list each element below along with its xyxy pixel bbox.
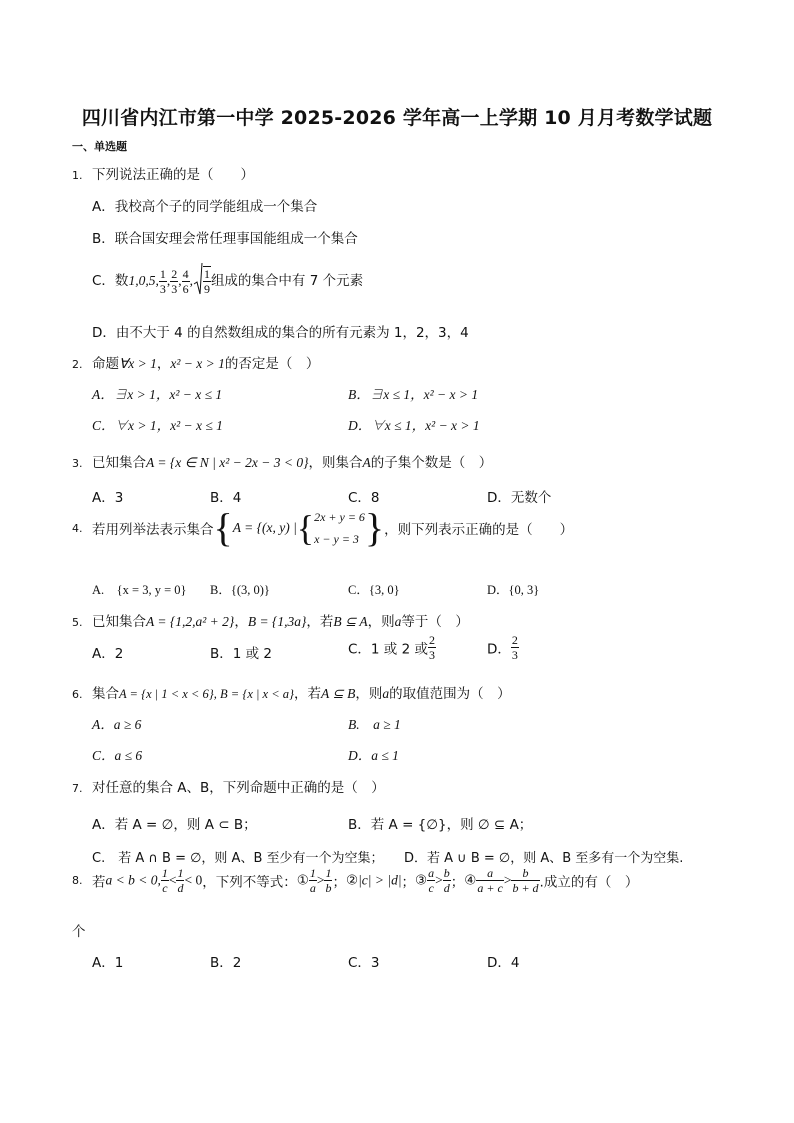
question-4-stem: 4. 若用列举法表示集合{A = {(x, y) |{ 2x + y = 6 x − y = 3 }，则下列表示正确的是（ ）: [72, 505, 574, 550]
q6-option-b[interactable]: B. a ≥ 1: [348, 717, 401, 732]
fraction: $\frac{1}{b}$: [325, 866, 332, 895]
question-7-stem: 7. 对任意的集合 A、B，下列命题中正确的是（ ）: [72, 780, 385, 796]
fraction: $\frac{a}{c}$: [428, 866, 435, 895]
item-1-marker: ①: [296, 872, 309, 889]
q6-option-c[interactable]: C．a ≤ 6: [92, 748, 143, 763]
question-8-stem: 8. 若a < b < 0, $\frac{1}{c}$ < $\frac{1}{d}$ < 0，下列不等式：① $\frac{1}{a}$ > $\frac{1}{b}$ ；②|c| > |d|；③ $\frac{a}{c}$ > $\frac{b}{d}$ ；④ $\frac{a}{a + c}$ > $\frac{b}{b + d}$ .成立的有（ ）: [72, 866, 639, 895]
equation-system: 2x + y = 6 x − y = 3: [314, 510, 365, 546]
question-number: 1.: [72, 169, 83, 182]
fraction: $\frac{1}{a}$: [309, 866, 316, 895]
question-1-stem: 1. 下列说法正确的是（ ）: [72, 167, 254, 183]
system-brace: {: [296, 508, 315, 548]
fraction: $\frac{2}{3}$: [171, 266, 178, 296]
question-number: 6.: [72, 688, 83, 701]
q5-option-b[interactable]: B．1 或 2: [210, 646, 273, 662]
question-5-stem: 5. 已知集合A = {1,2,a² + 2}，B = {1,3a}，若B ⊆ A，则a等于（ ）: [72, 614, 469, 630]
q1-option-a[interactable]: A．我校高个子的同学能组成一个集合: [92, 199, 318, 215]
section-heading: 一、单选题: [72, 140, 127, 153]
fraction: $\frac{1}{3}$: [159, 266, 166, 296]
question-number: 5.: [72, 616, 83, 629]
q7-option-c[interactable]: C. 若 A ∩ B = ∅，则 A、B 至少有一个为空集；: [92, 851, 384, 866]
q7-option-d[interactable]: D．若 A ∪ B = ∅，则 A、B 至多有一个为空集.: [404, 851, 684, 866]
question-number: 2.: [72, 358, 83, 371]
question-number: 7.: [72, 782, 83, 795]
sqrt-symbol: [193, 262, 203, 300]
q5-option-c[interactable]: C．1 或 2 或 $\frac{2}{3}$: [348, 633, 435, 662]
fraction: $\frac{b}{b + d}$: [512, 866, 539, 895]
fraction: $\frac{4}{6}$: [182, 266, 189, 296]
q2-option-a[interactable]: A．∃x > 1，x² − x ≤ 1: [92, 387, 223, 402]
fraction: $\frac{b}{d}$: [443, 866, 450, 895]
q3-option-d[interactable]: D．无数个: [487, 490, 552, 506]
q7-option-a[interactable]: A．若 A = ∅，则 A ⊂ B；: [92, 817, 257, 833]
q6-option-d[interactable]: D．a ≤ 1: [348, 748, 399, 763]
fraction: $\frac{a}{a + c}$: [477, 866, 503, 895]
q3-option-b[interactable]: B．4: [210, 490, 242, 506]
question-2-stem: 2. 命题∀x > 1，x² − x > 1的否定是（ ）: [72, 356, 320, 372]
q2-option-d[interactable]: D．∀x ≤ 1，x² − x > 1: [348, 418, 480, 433]
fraction: $\frac{1}{d}$: [177, 866, 184, 895]
q8-option-c[interactable]: C．3: [348, 955, 380, 971]
q2-option-c[interactable]: C．∀x > 1，x² − x ≤ 1: [92, 418, 223, 433]
item-4-marker: ④: [464, 872, 477, 889]
fraction: $\frac{2}{3}$: [428, 633, 435, 662]
q3-option-a[interactable]: A．3: [92, 490, 124, 506]
question-number: 3.: [72, 457, 83, 470]
right-brace: }: [364, 505, 385, 550]
exam-title: 四川省内江市第一中学 2025-2026 学年高一上学期 10 月月考数学试题: [81, 107, 713, 129]
fraction: $\frac{1}{9}$: [203, 267, 210, 296]
q4-option-b[interactable]: B．{(3, 0)}: [210, 583, 270, 597]
left-brace: {: [213, 505, 233, 550]
q5-option-a[interactable]: A．2: [92, 646, 124, 662]
item-2-marker: ②: [345, 872, 359, 889]
question-number: 8.: [72, 874, 83, 887]
q2-option-b[interactable]: B．∃x ≤ 1，x² − x > 1: [348, 387, 479, 402]
q8-option-b[interactable]: B．2: [210, 955, 242, 971]
question-3-stem: 3. 已知集合A = {x ∈ N | x² − 2x − 3 < 0}，则集合A的子集个数是（ ）: [72, 455, 493, 471]
q3-option-c[interactable]: C．8: [348, 490, 380, 506]
q6-option-a[interactable]: A．a ≥ 6: [92, 717, 142, 732]
item-3-marker: ③: [415, 872, 428, 889]
question-number: 4.: [72, 522, 83, 535]
question-6-stem: 6. 集合A = {x | 1 < x < 6}, B = {x | x < a}，若A ⊆ B，则a的取值范围为（ ）: [72, 686, 511, 702]
q1-option-c[interactable]: C．数1,0,5, $\frac{1}{3}$ , $\frac{2}{3}$ , $\frac{4}{6}$ , $\frac{1}{9}$ 组成的集合中有 7 个元素: [92, 262, 363, 300]
q1-option-d[interactable]: D．由不大于 4 的自然数组成的集合的所有元素为 1，2，3，4: [92, 325, 469, 341]
q7-option-b[interactable]: B．若 A = {∅}，则 ∅ ⊆ A；: [348, 817, 533, 833]
q1-option-b[interactable]: B．联合国安理会常任理事国能组成一个集合: [92, 231, 358, 247]
q5-option-d[interactable]: D． $\frac{2}{3}$: [487, 633, 518, 662]
fraction: $\frac{1}{c}$: [161, 866, 168, 895]
q4-option-a[interactable]: A. {x = 3, y = 0}: [92, 583, 187, 597]
q8-option-a[interactable]: A．1: [92, 955, 124, 971]
q8-stem-tail: 个: [72, 924, 86, 940]
q8-option-d[interactable]: D．4: [487, 955, 520, 971]
q4-option-d[interactable]: D．{0, 3}: [487, 583, 540, 597]
q4-option-c[interactable]: C．{3, 0}: [348, 583, 400, 597]
fraction: $\frac{2}{3}$: [511, 633, 518, 662]
